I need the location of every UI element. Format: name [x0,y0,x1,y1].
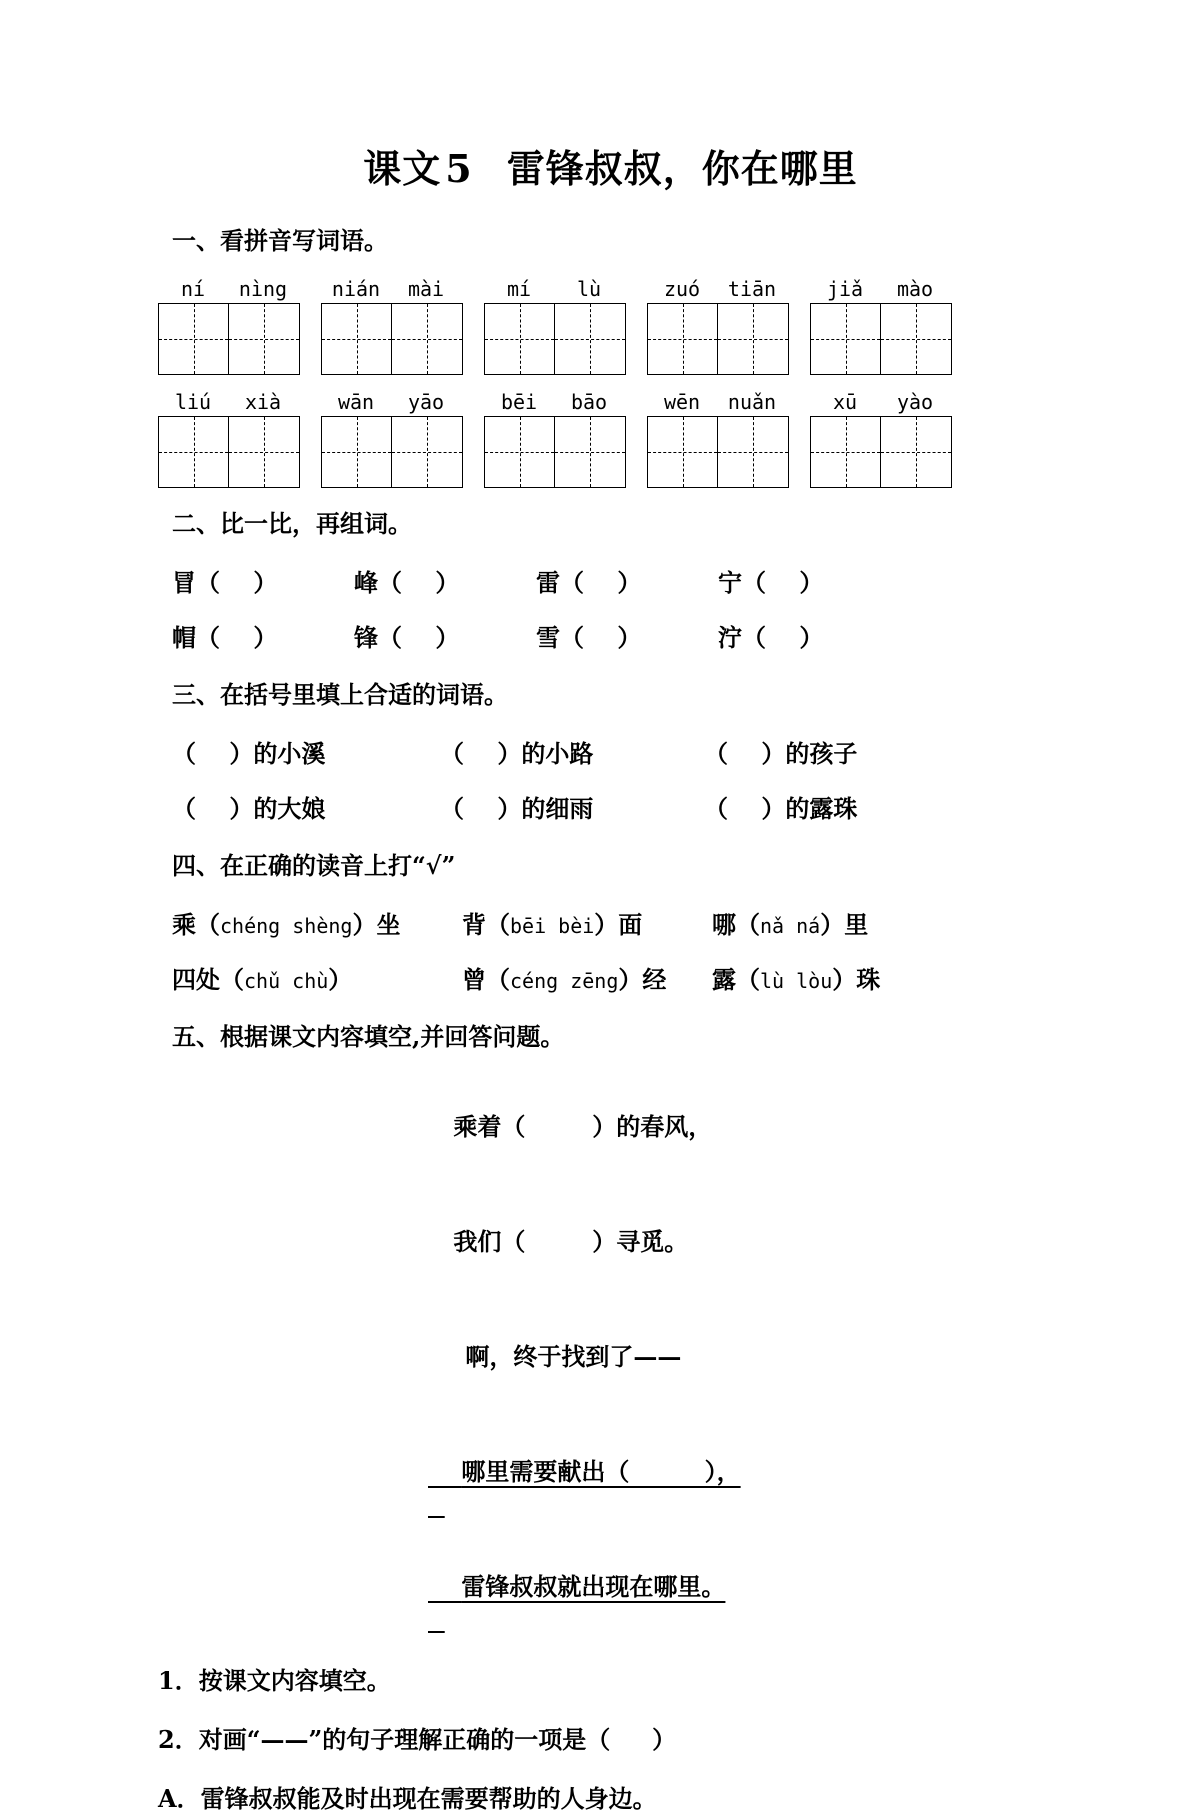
pinyin-grid-group [647,278,789,375]
pinyin-syllable: jiǎ [826,277,864,301]
pinyin-syllable: nìng [238,277,288,301]
pron-options[interactable]: nǎ ná [760,914,821,938]
poem-line[interactable] [0,1308,1191,1401]
compare-word-item[interactable]: 锋（ ） [354,623,460,652]
pronunciation-choice[interactable] [172,960,462,995]
tianzige-cell[interactable] [811,417,881,487]
page-title [0,0,1191,193]
fill-phrase-item[interactable]: （ ）的细雨 [440,794,594,823]
tianzige-cell[interactable] [392,304,462,374]
tianzige-cell[interactable] [881,304,951,374]
pinyin-grid-row-1 [158,278,1191,375]
pinyin-syllable: mài [407,277,445,301]
tianzige-box[interactable] [484,416,626,488]
section-five-heading: 五、根据课文内容填空,并回答问题。 [172,1022,565,1051]
pronunciation-choice[interactable] [462,905,712,940]
pinyin-syllable: nuǎn [727,390,777,414]
poem-line-text: 雷锋叔叔就出现在哪里。 [461,1572,726,1601]
pron-suffix: ）面 [594,910,643,939]
pron-options[interactable]: chéng shèng [220,914,353,938]
poem-line-text: 啊，终于找到了—— [465,1342,682,1371]
compare-words-row-1 [0,563,1191,598]
question-option-a[interactable]: A．雷锋叔叔能及时出现在需要帮助的人身边。 [158,1784,657,1813]
pinyin-grid-group [158,278,300,375]
pinyin-labels [647,278,789,303]
lesson-title: 雷锋叔叔，你在哪里 [506,146,858,191]
compare-word-item[interactable]: 宁（ ） [718,568,824,597]
pinyin-syllable: ní [180,277,206,301]
section-two-heading: 二、比一比，再组词。 [172,509,412,538]
pinyin-grid-group [810,391,952,488]
pinyin-syllable: wān [337,390,375,414]
pinyin-labels [810,278,952,303]
pronunciation-choice[interactable] [172,905,462,940]
pron-options[interactable]: lù lòu [760,969,833,993]
tianzige-cell[interactable] [485,417,555,487]
pron-suffix: ） [328,965,353,994]
pinyin-syllable: yào [896,390,934,414]
pronunciation-row-1 [0,905,1191,940]
lesson-number: 5 [445,146,473,191]
pinyin-labels [484,278,626,303]
pron-prefix: 背（ [462,910,510,939]
pinyin-labels [810,391,952,416]
pinyin-syllable: bēi [500,390,538,414]
pinyin-grid-group [810,278,952,375]
fill-phrase-row-2 [0,789,1191,824]
tianzige-cell[interactable] [881,417,951,487]
tianzige-cell[interactable] [718,304,788,374]
tianzige-cell[interactable] [811,304,881,374]
tianzige-box[interactable] [810,303,952,375]
tianzige-cell[interactable] [392,417,462,487]
tianzige-box[interactable] [321,416,463,488]
fill-phrase-item[interactable]: （ ）的大娘 [172,794,326,823]
fill-phrase-item[interactable]: （ ）的露珠 [704,794,858,823]
pinyin-grid-group [484,278,626,375]
pron-suffix: ）珠 [832,965,881,994]
pinyin-labels [484,391,626,416]
tianzige-cell[interactable] [322,417,392,487]
section-three-heading: 三、在括号里填上合适的词语。 [172,680,508,709]
poem-line[interactable] [0,1078,1191,1171]
pinyin-syllable: yāo [407,390,445,414]
tianzige-cell[interactable] [648,304,718,374]
lesson-label: 课文 [363,146,442,191]
pron-suffix: ）经 [618,965,667,994]
pinyin-grid-row-2 [158,391,1191,488]
pinyin-syllable: liú [174,390,212,414]
tianzige-cell[interactable] [229,417,299,487]
section-four-heading: 四、在正确的读音上打“√” [172,851,456,880]
pinyin-syllable: wēn [663,390,701,414]
tianzige-box[interactable] [321,303,463,375]
pron-prefix: 曾（ [462,965,510,994]
pron-prefix: 四处（ [172,965,244,994]
section-one-heading: 一、看拼音写词语。 [172,226,388,255]
tianzige-cell[interactable] [555,417,625,487]
tianzige-cell[interactable] [718,417,788,487]
pron-prefix: 乘（ [172,910,220,939]
pinyin-labels [647,391,789,416]
pron-options[interactable]: chǔ chù [244,969,329,993]
pinyin-labels [158,391,300,416]
poem-line-text: 我们（ ）寻觅。 [453,1227,689,1256]
pinyin-syllable: mào [896,277,934,301]
pronunciation-row-2 [0,960,1191,995]
pinyin-grid-group [158,391,300,488]
pinyin-syllable: mí [506,277,532,301]
pinyin-syllable: nián [331,277,381,301]
pinyin-syllable: bāo [570,390,608,414]
tianzige-cell[interactable] [485,304,555,374]
pinyin-labels [321,278,463,303]
poem-line-text: 哪里需要献出（ ）， [461,1457,741,1486]
question-item-1[interactable]: 1．按课文内容填空。 [158,1666,391,1695]
compare-word-item[interactable]: 雪（ ） [536,623,642,652]
compare-word-item[interactable]: 冒（ ） [172,568,278,597]
question-item-2[interactable]: 2．对画“——”的句子理解正确的一项是（ ） [158,1725,677,1754]
tianzige-cell[interactable] [229,304,299,374]
poem-line-text: 乘着（ ）的春风， [453,1112,713,1141]
tianzige-cell[interactable] [159,417,229,487]
compare-word-item[interactable]: 帽（ ） [172,623,278,652]
compare-word-item[interactable]: 雷（ ） [536,568,642,597]
pronunciation-choice[interactable] [462,960,712,995]
poem-line-underlined[interactable] [0,1538,1191,1631]
pinyin-syllable: zuó [663,277,701,301]
pinyin-labels [158,278,300,303]
compare-words-row-2 [0,618,1191,653]
tianzige-cell[interactable] [555,304,625,374]
fill-phrase-item[interactable]: （ ）的孩子 [704,739,858,768]
tianzige-cell[interactable] [648,417,718,487]
pron-suffix: ）里 [820,910,869,939]
pron-prefix: 哪（ [712,910,760,939]
tianzige-box[interactable] [158,416,300,488]
pronunciation-choice[interactable] [712,905,868,940]
tianzige-cell[interactable] [159,304,229,374]
tianzige-box[interactable] [647,416,789,488]
pinyin-syllable: xià [244,390,282,414]
pinyin-grid-group [484,391,626,488]
pinyin-syllable: xū [832,390,858,414]
pinyin-syllable: lù [576,277,602,301]
compare-word-item[interactable]: 峰（ ） [354,568,460,597]
poem-line-underlined[interactable] [0,1423,1191,1516]
pron-options[interactable]: bēi bèi [510,914,595,938]
pron-prefix: 露（ [712,965,760,994]
pinyin-grid-group [321,278,463,375]
compare-word-item[interactable]: 泞（ ） [718,623,824,652]
fill-phrase-item[interactable]: （ ）的小溪 [172,739,326,768]
pronunciation-choice[interactable] [712,960,880,995]
tianzige-box[interactable] [158,303,300,375]
tianzige-cell[interactable] [322,304,392,374]
pinyin-labels [321,391,463,416]
pinyin-syllable: tiān [727,277,777,301]
pinyin-grid-group [321,391,463,488]
tianzige-box[interactable] [647,303,789,375]
poem-line[interactable] [0,1193,1191,1286]
fill-phrase-row-1 [0,734,1191,769]
fill-phrase-item[interactable]: （ ）的小路 [440,739,594,768]
pinyin-grid-block [0,256,1191,488]
pron-suffix: ）坐 [352,910,401,939]
tianzige-box[interactable] [810,416,952,488]
pinyin-grid-group [647,391,789,488]
pron-options[interactable]: céng zēng [510,969,619,993]
tianzige-box[interactable] [484,303,626,375]
